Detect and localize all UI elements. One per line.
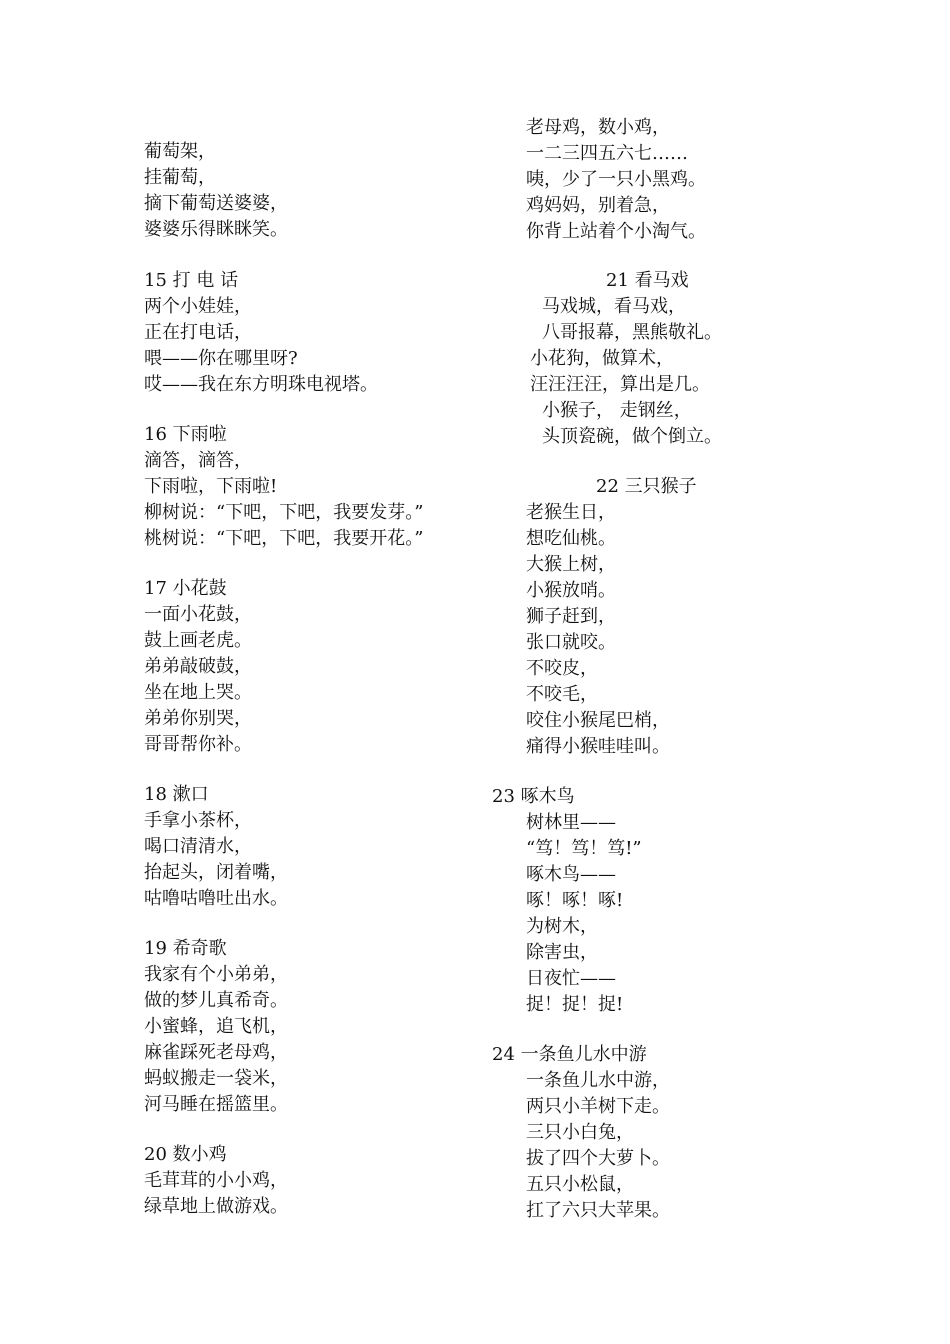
right-column-line: 汪汪汪汪，算出是几。: [530, 374, 710, 395]
right-column-line: 除害虫，: [526, 942, 598, 963]
left-column-line: 蚂蚁搬走一袋米，: [144, 1068, 288, 1089]
left-column-line: 19 希奇歌: [144, 938, 227, 959]
left-column-line: 绿草地上做游戏。: [144, 1196, 288, 1217]
left-column-line: 20 数小鸡: [144, 1144, 227, 1165]
right-column-line: 头顶瓷碗，做个倒立。: [542, 426, 722, 447]
right-column-line: 想吃仙桃。: [526, 528, 616, 549]
left-column-line: 做的梦儿真希奇。: [144, 990, 288, 1011]
left-column-line: 摘下葡萄送婆婆，: [144, 193, 288, 214]
left-column-line: 手拿小茶杯，: [144, 810, 252, 831]
right-column-line: 大猴上树，: [526, 554, 616, 575]
left-column-line: 抬起头，闭着嘴，: [144, 862, 288, 883]
left-column-line: 坐在地上哭。: [144, 682, 252, 703]
left-column-line: 下雨啦，下雨啦!: [144, 476, 278, 497]
right-column-line: 小猴放哨。: [526, 580, 616, 601]
left-column-line: 15 打 电 话: [144, 270, 239, 291]
right-column-line: 啄木鸟——: [526, 864, 616, 885]
right-column-line: 张口就咬。: [526, 632, 616, 653]
right-column-line: 一二三四五六七……: [526, 143, 688, 164]
right-column-line: 你背上站着个小淘气。: [526, 221, 706, 242]
left-column-line: 我家有个小弟弟，: [144, 964, 288, 985]
left-column-line: 麻雀踩死老母鸡，: [144, 1042, 288, 1063]
right-column-line: 啄！啄！啄!: [526, 890, 624, 911]
left-column-line: 正在打电话，: [144, 322, 252, 343]
right-column-line: 23 啄木鸟: [492, 786, 575, 807]
right-column-line: 鸡妈妈，别着急，: [526, 195, 670, 216]
right-column-line: 两只小羊树下走。: [526, 1096, 670, 1117]
right-column-line: 树林里——: [526, 812, 616, 833]
right-column-line: 老母鸡，数小鸡，: [526, 117, 670, 138]
left-column-line: 毛茸茸的小小鸡，: [144, 1170, 288, 1191]
right-column-line: 不咬皮，: [526, 658, 598, 679]
right-column-line: 痛得小猴哇哇叫。: [526, 736, 670, 757]
right-column-line: 小花狗，做算术，: [530, 348, 674, 369]
left-column-line: 挂葡萄，: [144, 167, 216, 188]
left-column-line: 哎——我在东方明珠电视塔。: [144, 374, 378, 395]
right-column-line: 咬住小猴尾巴梢，: [526, 710, 670, 731]
left-column-line: 17 小花鼓: [144, 578, 227, 599]
right-column-line: 三只小白兔，: [526, 1122, 634, 1143]
left-column-line: 河马睡在摇篮里。: [144, 1094, 288, 1115]
right-column-line: 日夜忙——: [526, 968, 616, 989]
right-column-line: 扛了六只大苹果。: [526, 1200, 670, 1221]
right-column-line: 马戏城，看马戏，: [542, 296, 686, 317]
left-column-line: 滴答，滴答，: [144, 450, 252, 471]
right-column-line: 拔了四个大萝卜。: [526, 1148, 670, 1169]
right-column-line: 小猴子， 走钢丝，: [542, 400, 692, 421]
right-column-line: 不咬毛，: [526, 684, 598, 705]
right-column-line: 咦，少了一只小黑鸡。: [526, 169, 706, 190]
right-column-line: 24 一条鱼儿水中游: [492, 1044, 647, 1065]
right-column-line: 22 三只猴子: [596, 476, 697, 497]
left-column-line: 喝口清清水，: [144, 836, 252, 857]
left-column-line: 咕噜咕噜吐出水。: [144, 888, 288, 909]
left-column-line: 桃树说：“下吧，下吧，我要开花。”: [144, 528, 424, 549]
left-column-line: 哥哥帮你补。: [144, 734, 252, 755]
right-column-line: 捉！捉！捉!: [526, 994, 624, 1015]
right-column-line: 老猴生日，: [526, 502, 616, 523]
right-column-line: 一条鱼儿水中游，: [526, 1070, 670, 1091]
left-column-line: 16 下雨啦: [144, 424, 227, 445]
left-column-line: 婆婆乐得眯眯笑。: [144, 219, 288, 240]
right-column-line: 八哥报幕，黑熊敬礼。: [542, 322, 722, 343]
left-column-line: 鼓上画老虎。: [144, 630, 252, 651]
left-column-line: 葡萄架，: [144, 141, 216, 162]
right-column-line: 为树木，: [526, 916, 598, 937]
right-column-line: 狮子赶到，: [526, 606, 616, 627]
left-column-line: 弟弟敲破鼓，: [144, 656, 252, 677]
left-column-line: 两个小娃娃，: [144, 296, 252, 317]
left-column-line: 18 漱口: [144, 784, 209, 805]
left-column-line: 一面小花鼓，: [144, 604, 252, 625]
right-column-line: “笃！笃！笃!”: [526, 838, 642, 859]
left-column-line: 喂——你在哪里呀?: [144, 348, 298, 369]
left-column-line: 小蜜蜂，追飞机，: [144, 1016, 288, 1037]
right-column-line: 21 看马戏: [606, 270, 689, 291]
left-column-line: 柳树说：“下吧，下吧，我要发芽。”: [144, 502, 424, 523]
right-column-line: 五只小松鼠，: [526, 1174, 634, 1195]
left-column-line: 弟弟你别哭，: [144, 708, 252, 729]
